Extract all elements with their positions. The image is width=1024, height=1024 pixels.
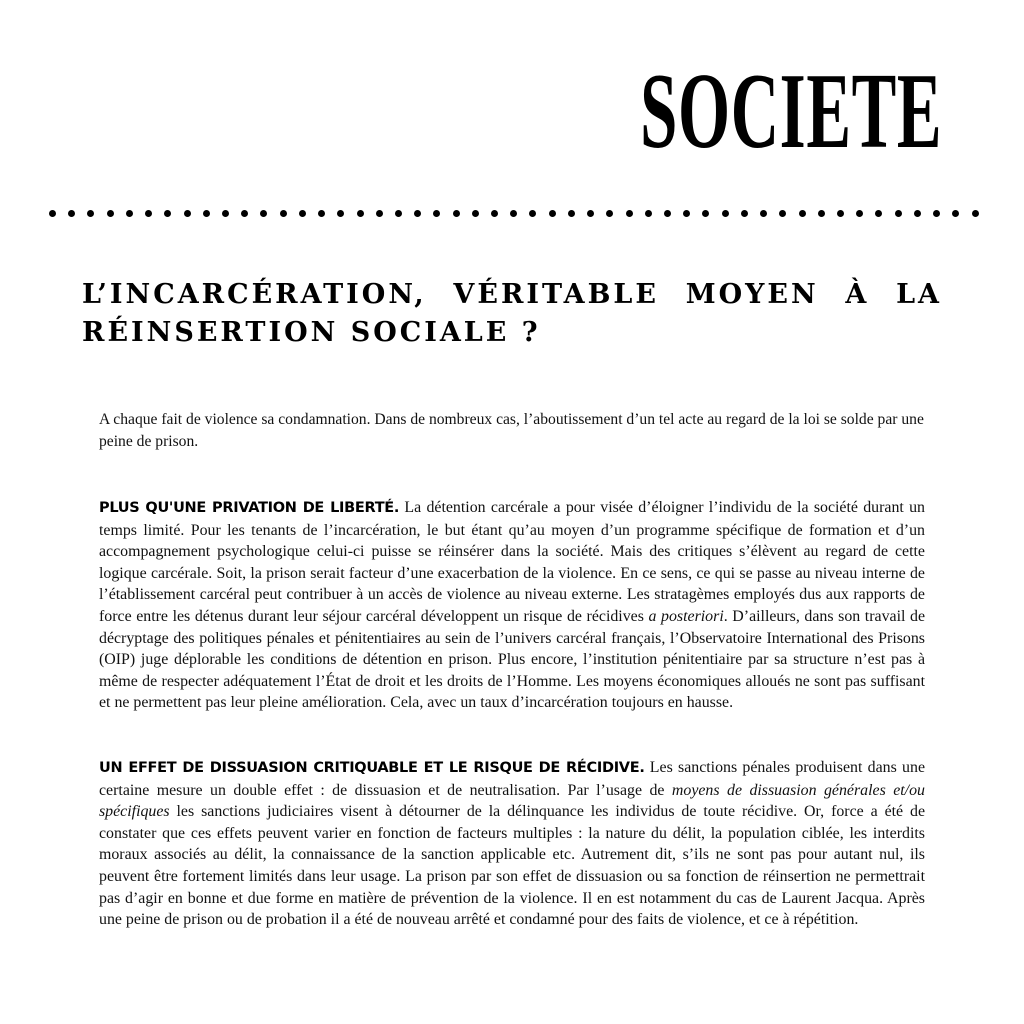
- divider-dot: [702, 210, 709, 217]
- divider-dot: [529, 210, 536, 217]
- divider-dot: [68, 210, 75, 217]
- divider-dot: [875, 210, 882, 217]
- divider-dot: [357, 210, 364, 217]
- divider-dot: [126, 210, 133, 217]
- divider-dot: [760, 210, 767, 217]
- article-intro: A chaque fait de violence sa condamnation. Dans de nombreux cas, l’aboutissement d’un tel acte au regard de la loi se solde par une peine de prison.: [99, 411, 924, 450]
- divider-dot: [318, 210, 325, 217]
- divider-dot: [895, 210, 902, 217]
- divider-dot: [222, 210, 229, 217]
- divider-dot: [568, 210, 575, 217]
- divider-dot: [933, 210, 940, 217]
- divider-dot: [299, 210, 306, 217]
- paragraph-text: . D’ailleurs, dans son travail de décryptage des politiques pénales et pénitentiaires au sein de l’univers carcéral français, l’Observatoire International des Prisons (OIP) juge déplorable les conditions de détention en prison. Plus encore, l’institution pénitentiaire par sa structure n’est pas à même de respecter adéquatement l’État de droit et les droits de l’Homme. Les moyens économiques alloués ne sont pas suffisant et ne permettent pas leur pleine amélioration. Cela, avec un taux d’incarcération toujours en hausse.: [99, 607, 925, 712]
- divider-dot: [453, 210, 460, 217]
- divider-dot: [741, 210, 748, 217]
- article-headline: L’INCARCÉRATION, VÉRITABLE MOYEN À LA RÉINSERTION SOCIALE ?: [82, 279, 942, 348]
- divider-dot: [914, 210, 921, 217]
- divider-dot: [952, 210, 959, 217]
- divider-dot: [972, 210, 979, 217]
- paragraph-lead: UN EFFET DE DISSUASION CRITIQUABLE ET LE RISQUE DE RÉCIDIVE.: [99, 760, 645, 776]
- divider-dot: [395, 210, 402, 217]
- article-paragraph: [99, 497, 925, 714]
- divider-dot: [549, 210, 556, 217]
- paragraph-text: Les sanctions pénales produisent dans une certaine mesure un double effet : de dissuasion et de neutralisation. Par l’usage de: [99, 759, 926, 799]
- paragraph-italic: a posteriori: [648, 607, 724, 625]
- divider-dot: [626, 210, 633, 217]
- divider-dot: [818, 210, 825, 217]
- paragraph-text: La détention carcérale a pour visée d’éloigner l’individu de la société durant un temps limité. Pour les tenants de l’incarcération, le but étant qu’au moyen d’un programme spécifique de formation et d’un accompagnement psychologique celui-ci puisse se réinsérer dans la société. Mais des critiques s’élèvent au regard de cette logique carcérale. Soit, la prison serait facteur d’une exacerbation de la violence. En ce sens, ce qui se passe au niveau interne de l’établissement carcéral peut contribuer à un accès de violence au niveau externe. Les stratagèmes employés dus aux rapports de force entre les détenus durant leur séjour carcéral développent un risque de récidives: [99, 499, 926, 625]
- divider-dot: [510, 210, 517, 217]
- divider-dot: [164, 210, 171, 217]
- paragraph-text: les sanctions judiciaires visent à détourner de la délinquance les individus de toute récidive. Or, force a été de constater que ces effets peuvent varier en fonction de facteurs multiples : la nature du délit, la population ciblée, les interdits moraux associés au délit, la connaissance de la sanction applicable etc. Autrement dit, s’ils ne sont pas pour autant nul, ils peuvent être fortement limités dans leur usage. La prison par son effet de dissuasion ou sa fonction de réinsertion ne permettrait pas d’agir en bonne et due forme en matière de prévention de la violence. Il en est notamment du cas de Laurent Jacqua. Après une peine de prison ou de probation il a été de nouveau arrêté et condamné pour des faits de violence, et ce à répétition.: [99, 803, 925, 929]
- paragraph-italic: moyens de dissuasion générales et/ou spécifiques: [99, 781, 925, 821]
- divider-dot: [280, 210, 287, 217]
- divider-dot: [241, 210, 248, 217]
- divider-dot: [433, 210, 440, 217]
- divider-dot: [683, 210, 690, 217]
- divider-dot: [260, 210, 267, 217]
- divider-dot: [49, 210, 56, 217]
- divider-dot: [145, 210, 152, 217]
- divider-dot: [779, 210, 786, 217]
- divider-dot: [856, 210, 863, 217]
- dotted-divider: [49, 210, 979, 218]
- divider-dot: [472, 210, 479, 217]
- paragraph-lead: PLUS QU'UNE PRIVATION DE LIBERTÉ.: [99, 500, 400, 516]
- divider-dot: [799, 210, 806, 217]
- divider-dot: [203, 210, 210, 217]
- divider-dot: [587, 210, 594, 217]
- divider-dot: [664, 210, 671, 217]
- divider-dot: [722, 210, 729, 217]
- article-paragraph: [99, 757, 925, 931]
- divider-dot: [606, 210, 613, 217]
- divider-dot: [87, 210, 94, 217]
- divider-dot: [184, 210, 191, 217]
- divider-dot: [376, 210, 383, 217]
- divider-dot: [337, 210, 344, 217]
- section-title: SOCIETE: [639, 52, 942, 171]
- divider-dot: [107, 210, 114, 217]
- divider-dot: [491, 210, 498, 217]
- divider-dot: [645, 210, 652, 217]
- divider-dot: [414, 210, 421, 217]
- divider-dot: [837, 210, 844, 217]
